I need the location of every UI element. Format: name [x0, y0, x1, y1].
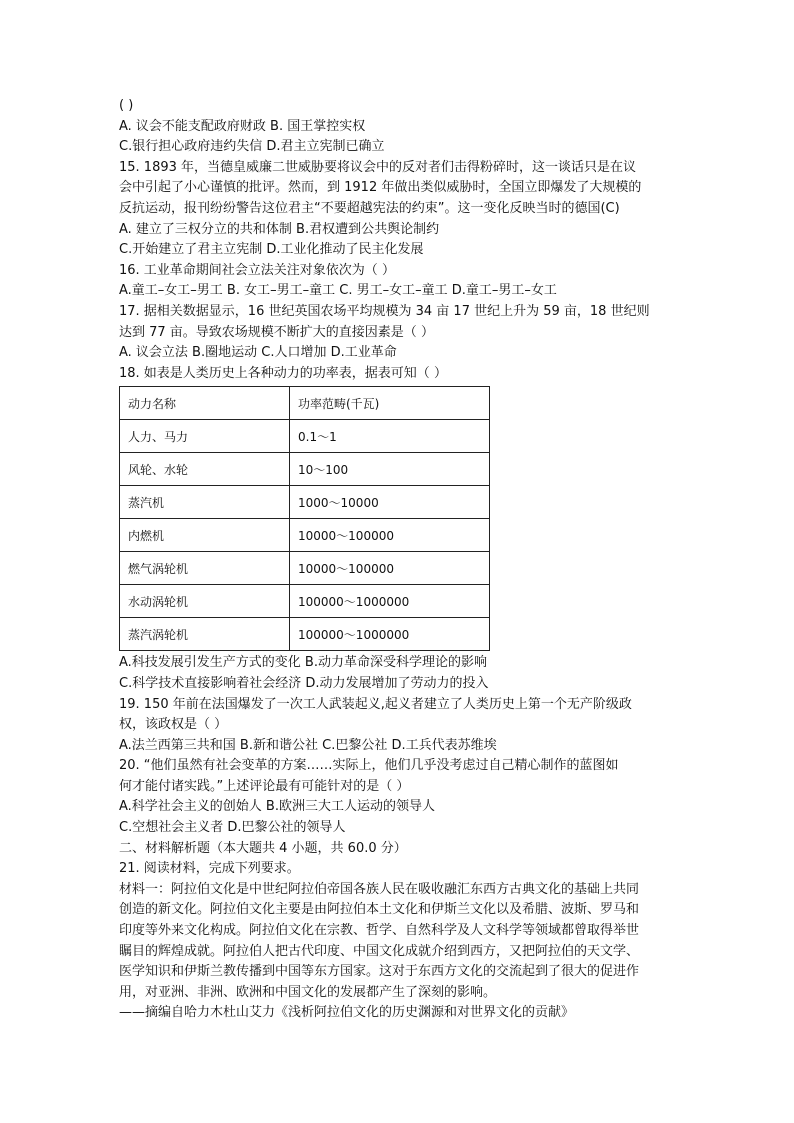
table-cell: 0.1～1: [290, 420, 490, 453]
text-line: 18. 如表是人类历史上各种动力的功率表，据表可知（ ）: [119, 365, 447, 381]
text-line: 15. 1893 年，当德皇威廉二世威胁要将议会中的反对者们击得粉碎时，这一谈话只是在议: [119, 159, 637, 175]
exam-page: [119, 96, 679, 1024]
text-line: 21. 阅读材料，完成下列要求。: [119, 861, 300, 877]
text-line: 达到 77 亩。导致农场规模不断扩大的直接因素是（ ）: [119, 324, 434, 340]
table-header-cell: 功率范畴(千瓦): [290, 387, 490, 420]
text-line: ( ): [119, 98, 134, 113]
text-line: C.科学技术直接影响着社会经济 D.动力发展增加了劳动力的投入: [119, 675, 489, 691]
material-paragraph-line: 印度等外来文化构成。阿拉伯文化在宗教、哲学、自然科学及人文科学等领域都曾取得举世: [119, 923, 640, 939]
material-paragraph-line: 医学知识和伊斯兰教传播到中国等东方国家。这对于东西方文化的交流起到了很大的促进作: [119, 964, 640, 980]
table-cell: 10～100: [290, 453, 490, 486]
table-row: [120, 585, 490, 618]
table-row: [120, 552, 490, 585]
table-row: [120, 486, 490, 519]
text-line: 19. 150 年前在法国爆发了一次工人武装起义,起义者建立了人类历史上第一个无产阶级政: [119, 696, 632, 712]
table-row: [120, 519, 490, 552]
text-line: 权，该政权是（ ）: [119, 717, 228, 733]
text-line: A. 议会立法 B.圈地运动 C.人口增加 D.工业革命: [119, 345, 397, 361]
table-cell: 100000～1000000: [290, 618, 490, 651]
material-paragraph-line: 创造的新文化。阿拉伯文化主要是由阿拉伯本土文化和伊斯兰文化以及希腊、波斯、罗马和: [119, 902, 640, 918]
table-header-row: [120, 387, 490, 420]
table-cell: 风轮、水轮: [120, 453, 290, 486]
table-cell: 10000～100000: [290, 519, 490, 552]
table-cell: 100000～1000000: [290, 585, 490, 618]
questions-before-table: [119, 96, 679, 384]
table-cell: 内燃机: [120, 519, 290, 552]
text-line: C.空想社会主义者 D.巴黎公社的领导人: [119, 820, 346, 836]
table-cell: 蒸汽涡轮机: [120, 618, 290, 651]
text-line: 17. 据相关数据显示，16 世纪英国农场平均规模为 34 亩 17 世纪上升为 59 亩，18 世纪则: [119, 303, 650, 319]
text-line: C.开始建立了君主立宪制 D.工业化推动了民主化发展: [119, 242, 424, 258]
questions-after-table: [119, 653, 679, 1024]
table-header-cell: 动力名称: [120, 387, 290, 420]
source-citation: ——摘编自哈力木杜山艾力《浅析阿拉伯文化的历史渊源和对世界文化的贡献》: [119, 1005, 575, 1021]
table-cell: 蒸汽机: [120, 486, 290, 519]
text-line: 会中引起了小心谨慎的批评。然而，到 1912 年做出类似威胁时，全国立即爆发了大规模的: [119, 180, 642, 196]
text-line: A.法兰西第三共和国 B.新和谐公社 C.巴黎公社 D.工兵代表苏维埃: [119, 737, 497, 753]
text-line: A. 议会不能支配政府财政 B. 国王掌控实权: [119, 118, 366, 134]
power-table: [119, 386, 490, 651]
table-cell: 水动涡轮机: [120, 585, 290, 618]
table-cell: 燃气涡轮机: [120, 552, 290, 585]
text-line: 16. 工业革命期间社会立法关注对象依次为（ ）: [119, 262, 395, 278]
table-cell: 1000～10000: [290, 486, 490, 519]
table-cell: 10000～100000: [290, 552, 490, 585]
text-line: A.科技发展引发生产方式的变化 B.动力革命深受科学理论的影响: [119, 655, 487, 671]
material-paragraph-line: 瞩目的辉煌成就。阿拉伯人把古代印度、中国文化成就介绍到西方，又把阿拉伯的天文学、: [119, 943, 640, 959]
section-heading: 二、材料解析题（本大题共 4 小题，共 60.0 分）: [119, 840, 407, 856]
text-line: A. 建立了三权分立的共和体制 B.君权遭到公共舆论制约: [119, 221, 440, 237]
material-paragraph-line: 材料一：阿拉伯文化是中世纪阿拉伯帝国各族人民在吸收融汇东西方古典文化的基础上共同: [119, 881, 640, 897]
table-cell: 人力、马力: [120, 420, 290, 453]
text-line: 20. “他们虽然有社会变革的方案……实际上，他们几乎没考虑过自己精心制作的蓝图如: [119, 758, 619, 774]
text-line: A.童工–女工–男工 B. 女工–男工–童工 C. 男工–女工–童工 D.童工–男工–女工: [119, 283, 557, 299]
table-row: [120, 618, 490, 651]
text-line: A.科学社会主义的创始人 B.欧洲三大工人运动的领导人: [119, 799, 435, 815]
text-line: 反抗运动，报刊纷纷警告这位君主“不要超越宪法的约束”。这一变化反映当时的德国(C): [119, 200, 620, 216]
text-line: 何才能付诸实践。”上述评论最有可能针对的是（ ）: [119, 778, 410, 794]
text-line: C.银行担心政府违约失信 D.君主立宪制已确立: [119, 139, 385, 155]
table-row: [120, 420, 490, 453]
material-paragraph-line: 用，对亚洲、非洲、欧洲和中国文化的发展都产生了深刻的影响。: [119, 984, 497, 1000]
table-row: [120, 453, 490, 486]
